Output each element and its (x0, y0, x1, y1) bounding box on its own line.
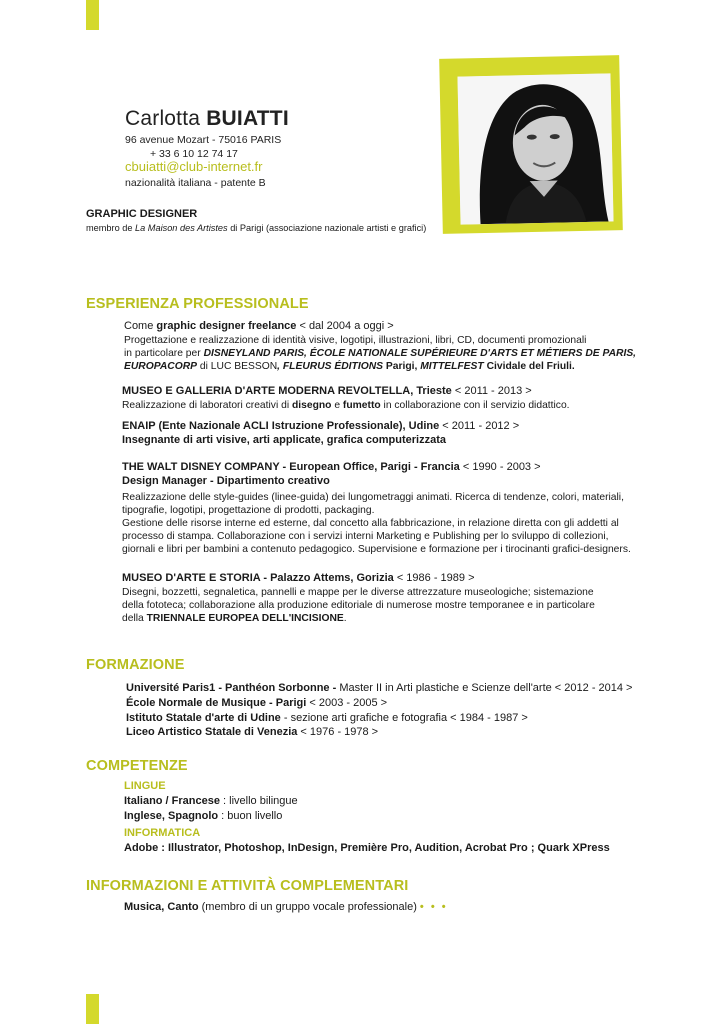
extra-activity: Musica, Canto (124, 901, 199, 913)
revoltella-dates: < 2011 - 2013 > (451, 385, 532, 397)
disney-role: Design Manager - Dipartimento creativo (122, 475, 330, 487)
attems-desc-3-post: . (343, 613, 347, 624)
attems-desc-2: della fototeca; collaborazione alla produzione editoriale di numerose mostre temporanee e in particolare (122, 600, 595, 611)
it-skills: Adobe : Illustrator, Photoshop, InDesign, Première Pro, Audition, Acrobat Pro ; Quark XPress (124, 842, 610, 854)
extra-item (124, 901, 448, 914)
section-title-skills: COMPETENZE (86, 758, 188, 774)
education-detail-1: Master II in Arti plastiche e Scienze dell'arte < 2012 - 2014 > (339, 682, 633, 694)
portrait-photo (457, 73, 613, 224)
phone: + 33 6 10 12 74 17 (150, 148, 238, 160)
client-europacorp: EUROPACORP (124, 361, 198, 372)
education-item-2 (126, 697, 387, 710)
attems-name: MUSEO D'ARTE E STORIA - Palazzo Attems, Gorizia (122, 572, 394, 584)
disney-desc-3: Gestione delle risorse interne ed esterne, dal concetto alla fabbricazione, in relazione diretta con gli addetti al (122, 518, 619, 529)
freelance-desc-2-pre: in particolare per (124, 348, 204, 359)
disney-desc-1: Realizzazione delle style-guides (linee-guida) dei lungometraggi animati. Ricerca di tendenze, colori, materiali, (122, 492, 624, 503)
client-cividale: Cividale del Friuli. (483, 361, 575, 372)
revoltella-e: e (331, 400, 343, 411)
revoltella-fumetto: fumetto (342, 400, 381, 411)
education-item-3 (126, 712, 528, 725)
revoltella-disegno: disegno (291, 400, 332, 411)
languages-title: LINGUE (124, 780, 166, 792)
client-besson: di LUC BESSON (197, 361, 278, 372)
education-detail-2: < 2003 - 2005 > (306, 697, 388, 709)
enaip-desc: Insegnante di arti visive, arti applicate, grafica computerizzata (122, 434, 446, 446)
section-title-education: FORMAZIONE (86, 657, 185, 673)
attems-triennale: TRIENNALE EUROPEA DELL'INCISIONE (146, 613, 344, 624)
first-name: Carlotta (125, 107, 201, 130)
section-title-experience: ESPERIENZA PROFESSIONALE (86, 296, 309, 312)
revoltella-desc-pre: Realizzazione di laboratori creativi di (122, 400, 292, 411)
decorative-dots: • • • (419, 901, 448, 913)
freelance-header (124, 320, 394, 333)
client-paris: Parigi, (383, 361, 421, 372)
language-2-name: Inglese, Spagnolo (124, 810, 219, 822)
freelance-clients-1: DISNEYLAND PARIS, ÉCOLE NATIONALE SUPÉRIEURE D'ARTS ET MÉTIERS DE PARIS, (203, 348, 637, 359)
enaip-header (122, 420, 519, 433)
disney-desc-2: tipografie, logotipi, progettazione di prodotti, packaging. (122, 505, 375, 516)
enaip-name: ENAIP (Ente Nazionale ACLI Istruzione Professionale), Udine (122, 420, 440, 432)
membership-post: di Parigi (associazione nazionale artisti e grafici) (227, 223, 427, 233)
freelance-desc-1: Progettazione e realizzazione di identità visive, logotipi, illustrazioni, libri, CD, documenti promozionali (124, 335, 587, 346)
freelance-desc-2 (124, 347, 636, 360)
nationality: nazionalità italiana - patente B (125, 177, 266, 189)
education-detail-3: - sezione arti grafiche e fotografia < 1984 - 1987 > (280, 712, 528, 724)
education-detail-4: < 1976 - 1978 > (297, 726, 379, 738)
membership-pre: membro de (86, 223, 136, 233)
education-item-1 (126, 682, 632, 695)
disney-desc-5: giornali e libri per bambini a contenuto pedagogico. Supervisione e formazione per i tirocinanti grafici-designers. (122, 544, 631, 555)
attems-desc-3 (122, 612, 347, 625)
enaip-dates: < 2011 - 2012 > (439, 420, 520, 432)
language-2 (124, 810, 282, 823)
attems-header (122, 572, 475, 585)
education-school-2: École Normale de Musique - Parigi (126, 697, 307, 709)
attems-desc-1: Disegni, bozzetti, segnaletica, pannelli e mappe per le diverse attrezzature museologiche; sistemazione (122, 587, 594, 598)
top-accent-bar (86, 0, 99, 30)
disney-dates: < 1990 - 2003 > (459, 461, 541, 473)
attems-dates: < 1986 - 1989 > (393, 572, 475, 584)
language-2-level: : buon livello (218, 810, 283, 822)
email-link[interactable]: cbuiatti@club-internet.fr (125, 159, 263, 174)
disney-header (122, 461, 541, 474)
it-title: INFORMATICA (124, 827, 201, 839)
revoltella-desc-post: in collaborazione con il servizio didattico. (380, 400, 570, 411)
education-school-4: Liceo Artistico Statale di Venezia (126, 726, 298, 738)
bottom-accent-bar (86, 994, 99, 1024)
language-1 (124, 795, 298, 808)
address: 96 avenue Mozart - 75016 PARIS (125, 134, 282, 146)
language-1-name: Italiano / Francese (124, 795, 220, 807)
client-fleurus: , FLEURUS ÉDITIONS (277, 361, 384, 372)
section-title-extra: INFORMAZIONI E ATTIVITÀ COMPLEMENTARI (86, 878, 409, 894)
disney-name: THE WALT DISNEY COMPANY - European Office, Parigi - Francia (122, 461, 460, 473)
membership-org: La Maison des Artistes (135, 223, 228, 233)
candidate-name (125, 107, 289, 131)
education-school-3: Istituto Statale d'arte di Udine (126, 712, 281, 724)
membership (86, 223, 426, 233)
revoltella-header (122, 385, 532, 398)
client-mittelfest: MITTELFEST (420, 361, 484, 372)
freelance-desc-3 (124, 360, 575, 373)
freelance-role: graphic designer freelance (156, 320, 297, 332)
attems-desc-3-pre: della (122, 613, 147, 624)
disney-desc-4: processo di stampa. Collaborazione con i servizi interni Marketing e Publishing per lo sviluppo di collezioni, (122, 531, 609, 542)
education-item-4 (126, 726, 378, 739)
extra-detail: (membro di un gruppo vocale professionale) (198, 901, 417, 913)
role-title: GRAPHIC DESIGNER (86, 208, 198, 220)
revoltella-desc (122, 399, 570, 412)
freelance-dates: < dal 2004 a oggi > (296, 320, 394, 332)
portrait-image (457, 73, 613, 224)
education-school-1: Université Paris1 - Panthéon Sorbonne - (126, 682, 340, 694)
last-name: BUIATTI (206, 107, 289, 130)
language-1-level: : livello bilingue (219, 795, 298, 807)
revoltella-name: MUSEO E GALLERIA D'ARTE MODERNA REVOLTELLA, Trieste (122, 385, 452, 397)
freelance-pre: Come (124, 320, 157, 332)
